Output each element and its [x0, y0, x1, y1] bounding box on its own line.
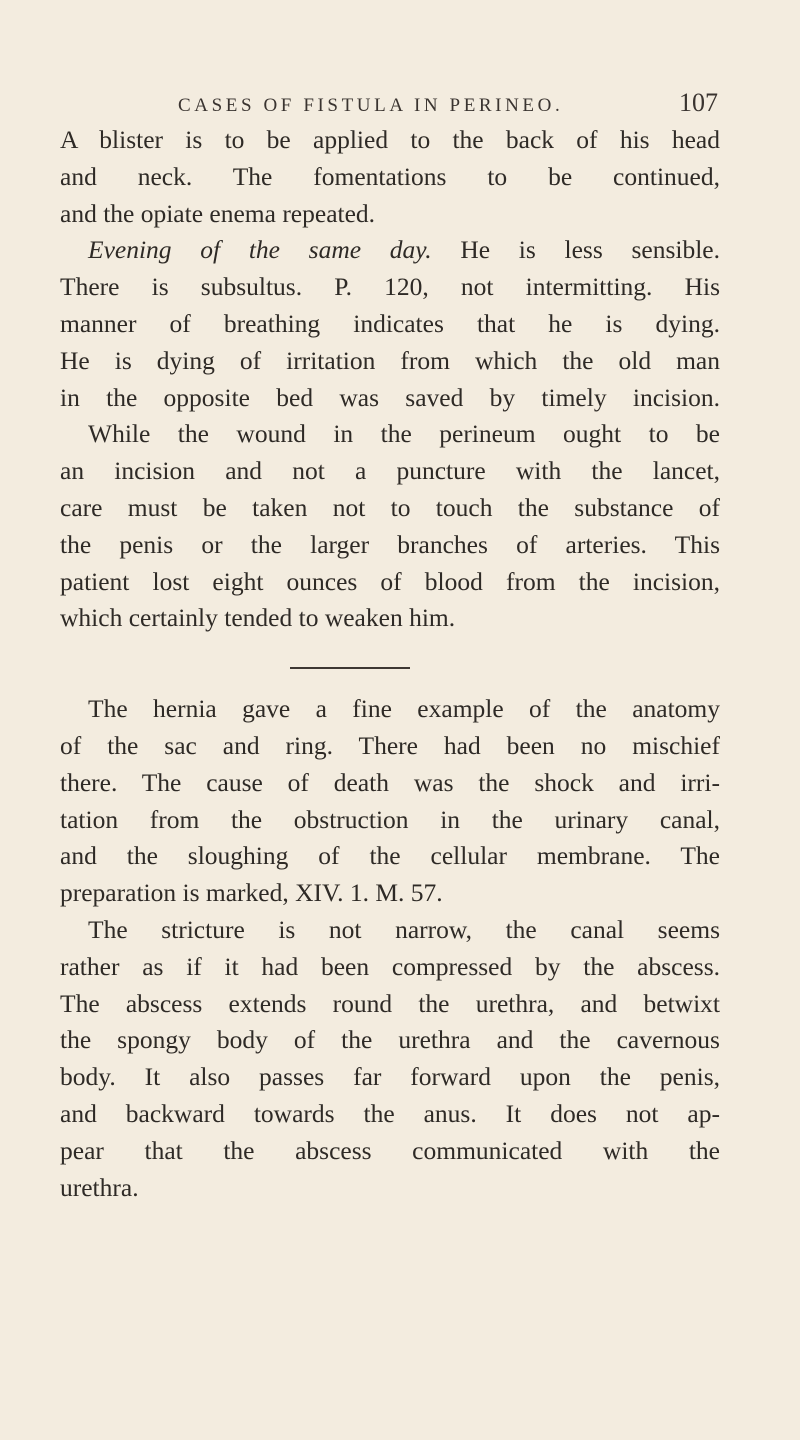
text-line: which certainly tended to weaken him.: [60, 603, 456, 633]
text-line: and neck. The fomentations to be continued,: [60, 161, 720, 191]
text-line: patient lost eight ounces of blood from the incision,: [60, 566, 720, 596]
text-line: and the sloughing of the cellular membrane. The: [60, 841, 720, 871]
text-line: an incision and not a puncture with the lancet,: [60, 456, 720, 486]
text-line: While the wound in the perineum ought to be: [88, 419, 720, 449]
running-header: [178, 88, 718, 118]
text-line: the spongy body of the urethra and the cavernous: [60, 1025, 720, 1055]
text-line: The abscess extends round the urethra, and betwixt: [60, 988, 720, 1018]
text-line: preparation is marked, XIV. 1. M. 57.: [60, 878, 443, 908]
running-title: CASES OF FISTULA IN PERINEO.: [178, 95, 564, 116]
paragraph-wound: [60, 416, 720, 637]
text-line: tation from the obstruction in the urinary canal,: [60, 804, 720, 834]
paragraph-hernia: [60, 691, 720, 912]
text-line: there. The cause of death was the shock and irri-: [60, 767, 720, 797]
text-line: and backward towards the anus. It does not ap-: [60, 1098, 720, 1128]
text-line: The stricture is not narrow, the canal seems: [88, 914, 720, 944]
text-line: He is dying of irritation from which the old man: [60, 345, 720, 375]
text-line: the penis or the larger branches of arteries. This: [60, 529, 720, 559]
lead-continuation: He is less sensible.: [431, 235, 720, 265]
paragraph-stricture: [60, 912, 720, 1206]
italic-lead: Evening of the same day.: [88, 235, 432, 265]
text-line: The hernia gave a fine example of the anatomy: [88, 694, 720, 724]
text-line: and the opiate enema repeated.: [60, 198, 376, 228]
text-line: manner of breathing indicates that he is dying.: [60, 308, 720, 338]
text-line: body. It also passes far forward upon the penis,: [60, 1062, 720, 1092]
page-number: 107: [679, 88, 718, 117]
text-line: care must be taken not to touch the substance of: [60, 492, 720, 522]
text-line: urethra.: [60, 1172, 139, 1202]
text-line: rather as if it had been compressed by the abscess.: [60, 951, 720, 981]
text-line: There is subsultus. P. 120, not intermitting. His: [60, 272, 720, 302]
text-line: in the opposite bed was saved by timely incision.: [60, 382, 720, 412]
paragraph-evening: [60, 232, 720, 416]
paragraph-blister: [60, 122, 720, 232]
text-line: A blister is to be applied to the back of his head: [60, 125, 720, 154]
text-line: pear that the abscess communicated with the: [60, 1135, 720, 1165]
text-line: [60, 232, 720, 269]
body-text: [60, 122, 720, 1206]
section-divider: [290, 667, 410, 669]
text-line: of the sac and ring. There had been no mischief: [60, 730, 720, 760]
